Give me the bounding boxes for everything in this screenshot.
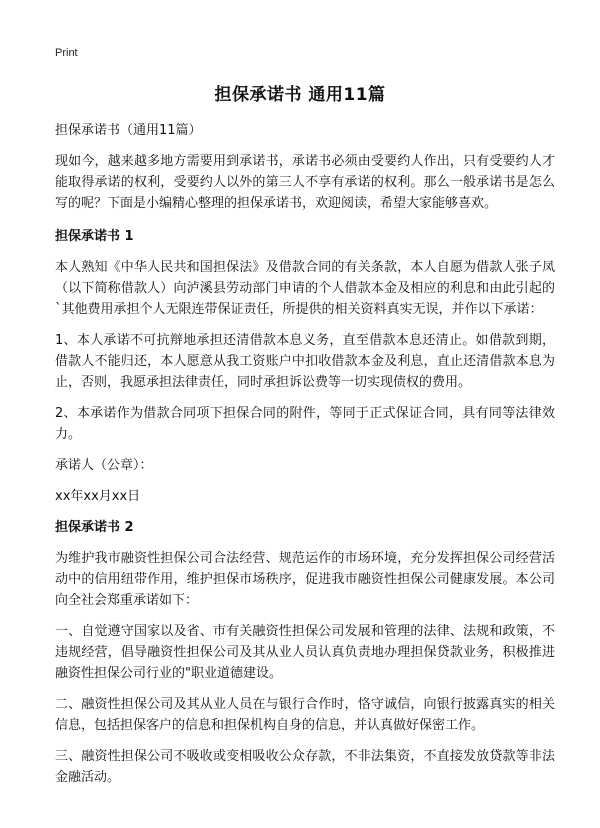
intro-paragraph: 现如今，越来越多地方需要用到承诺书，承诺书必须由受要约人作出，只有受要约人才能取得承诺的权利，受要约人以外的第三人不享有承诺的权利。那么一般承诺书是怎么写的呢？下面是小编精心整理的担保承诺书，欢迎阅读，希望大家能够喜欢。 xyxy=(55,154,555,211)
section-2-heading: 担保承诺书 2 xyxy=(55,520,134,535)
section-2-paragraph-1: 为维护我市融资性担保公司合法经营、规范运作的市场环境，充分发挥担保公司经营活动中的信用纽带作用，维护担保市场秩序，促进我市融资性担保公司健康发展。本公司向全社会郑重承诺如下： xyxy=(55,551,555,608)
section-1-signer: 承诺人（公章）： xyxy=(55,458,153,473)
section-1-paragraph-2: 1、本人承诺不可抗辩地承担还清借款本息义务，直至借款本息还清止。如借款到期，借款人不能归还，本人愿意从我工资账户中扣收借款本金及利息，直止还清借款本息为止，否则，我愿承担法律责任，同时承担诉讼费等一切实现债权的费用。 xyxy=(55,333,555,390)
section-2-paragraph-4: 三、融资性担保公司不吸收或变相吸收公众存款，不非法集资，不直接发放贷款等非法金融活动。 xyxy=(55,749,555,785)
section-1-paragraph-1: 本人熟知《中华人民共和国担保法》及借款合同的有关条款，本人自愿为借款人张子凤（以下简称借款人）向泸溪县劳动部门申请的个人借款本金及相应的利息和由此引起的`其他费用承担个人无限连带保证责任，所提供的相关资料真实无误，并作以下承诺： xyxy=(55,260,555,317)
section-2-paragraph-2: 一、自觉遵守国家以及省、市有关融资性担保公司发展和管理的法律、法规和政策，不违规经营，倡导融资性担保公司及其从业人员认真负责地办理担保贷款业务，积极推进融资性担保公司行业的"职业道德建设。 xyxy=(55,624,555,681)
document-body xyxy=(55,120,555,798)
print-label: Print xyxy=(55,47,78,59)
section-1-paragraph-3: 2、本承诺作为借款合同项下担保合同的附件，等同于正式保证合同，具有同等法律效力。 xyxy=(55,406,555,442)
section-1-heading: 担保承诺书 1 xyxy=(55,229,134,244)
section-1-date: xx年xx月xx日 xyxy=(55,489,141,504)
document-subtitle: 担保承诺书（通用11篇） xyxy=(55,123,202,138)
document-title: 担保承诺书 通用11篇 xyxy=(214,85,386,105)
section-2-paragraph-3: 二、融资性担保公司及其从业人员在与银行合作时，恪守诚信，向银行披露真实的相关信息，包括担保客户的信息和担保机构自身的信息，并认真做好保密工作。 xyxy=(55,697,555,733)
